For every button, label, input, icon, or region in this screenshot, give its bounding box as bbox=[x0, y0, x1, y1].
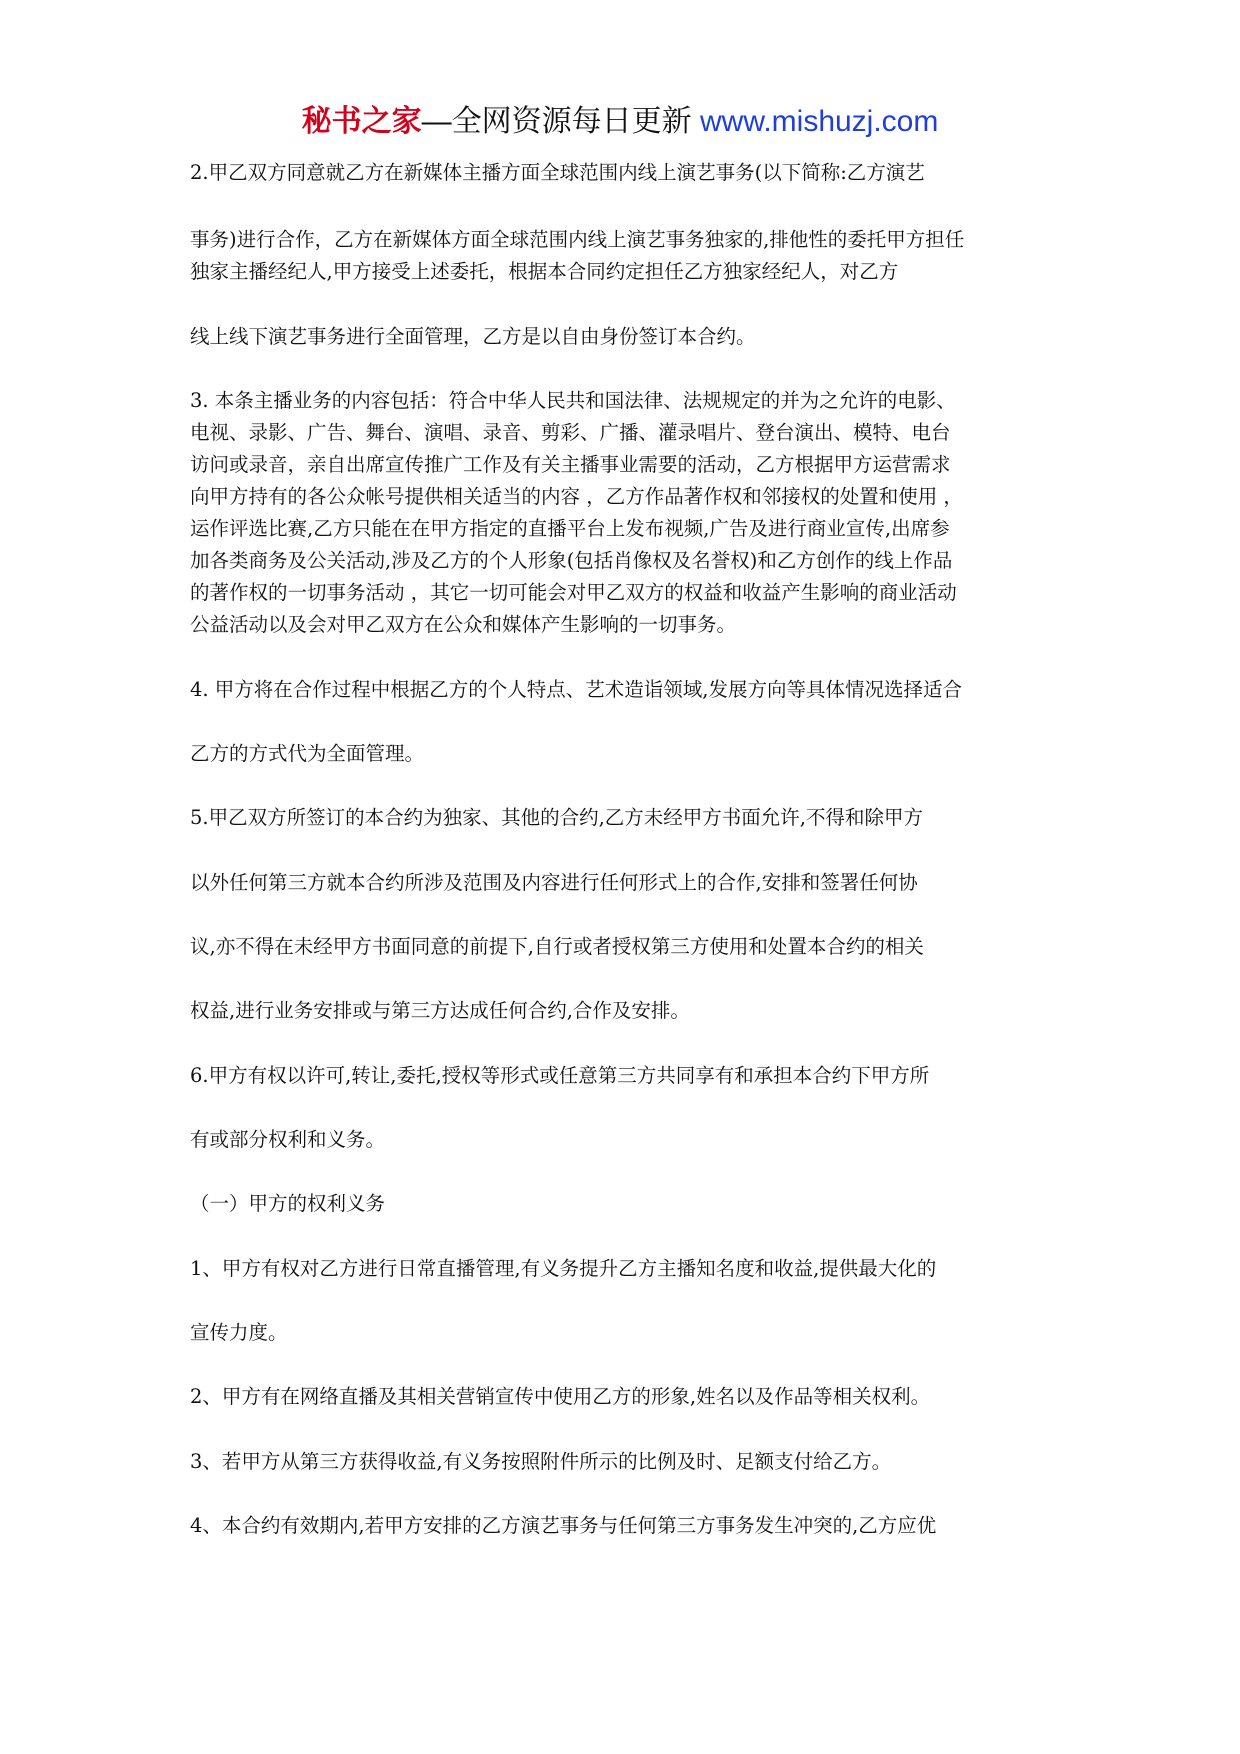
section-heading: （一）甲方的权利义务 bbox=[190, 1192, 386, 1215]
text-line: 访问或录音，亲自出席宣传推广工作及有关主播事业需要的活动，乙方根据甲方运营需求 bbox=[190, 453, 951, 476]
text-line: 运作评选比赛,乙方只能在在甲方指定的直播平台上发布视频,广告及进行商业宣传,出席参 bbox=[190, 517, 950, 540]
site-brand: 秘书之家 bbox=[301, 105, 422, 138]
site-header bbox=[0, 100, 1240, 144]
text-line: 宣传力度。 bbox=[190, 1321, 288, 1344]
text-line: 乙方的方式代为全面管理。 bbox=[190, 742, 425, 765]
text-line: 权益,进行业务安排或与第三方达成任何合约,合作及安排。 bbox=[190, 999, 690, 1022]
text-line: 3. 本条主播业务的内容包括：符合中华人民共和国法律、法规规定的并为之允许的电影、 bbox=[190, 389, 956, 412]
text-line: 线上线下演艺事务进行全面管理，乙方是以自由身份签订本合约。 bbox=[190, 325, 756, 348]
text-line: 2.甲乙双方同意就乙方在新媒体主播方面全球范围内线上演艺事务(以下简称:乙方演艺 bbox=[190, 161, 925, 184]
text-line: 电视、录影、广告、舞台、演唱、录音、剪彩、广播、灌录唱片、登台演出、模特、电台 bbox=[190, 421, 951, 444]
text-line: 事务)进行合作，乙方在新媒体方面全球范围内线上演艺事务独家的,排他性的委托甲方担任 bbox=[190, 228, 965, 251]
text-line: 5.甲乙双方所签订的本合约为独家、其他的合约,乙方未经甲方书面允许,不得和除甲方 bbox=[190, 806, 924, 829]
text-line: 独家主播经纪人,甲方接受上述委托，根据本合同约定担任乙方独家经纪人，对乙方 bbox=[190, 260, 899, 283]
site-url[interactable]: www.mishuzj.com bbox=[699, 105, 939, 138]
text-line: 以外任何第三方就本合约所涉及范围及内容进行任何形式上的合作,安排和签署任何协 bbox=[190, 871, 918, 894]
text-line: 4. 甲方将在合作过程中根据乙方的个人特点、艺术造诣领域,发展方向等具体情况选择适合 bbox=[190, 678, 963, 701]
text-line: 2、甲方有在网络直播及其相关营销宣传中使用乙方的形象,姓名以及作品等相关权利。 bbox=[190, 1385, 931, 1408]
text-line: 向甲方持有的各公众帐号提供相关适当的内容 ，乙方作品著作权和邻接权的处置和使用 ， bbox=[190, 485, 963, 508]
text-line: 4、本合约有效期内,若甲方安排的乙方演艺事务与任何第三方事务发生冲突的,乙方应优 bbox=[190, 1514, 937, 1537]
text-line: 有或部分权利和义务。 bbox=[190, 1128, 386, 1151]
text-line: 1、甲方有权对乙方进行日常直播管理,有义务提升乙方主播知名度和收益,提供最大化的 bbox=[190, 1257, 937, 1280]
text-line: 议,亦不得在未经甲方书面同意的前提下,自行或者授权第三方使用和处置本合约的相关 bbox=[190, 935, 924, 958]
text-line: 的著作权的一切事务活动 ，其它一切可能会对甲乙双方的权益和收益产生影响的商业活动 bbox=[190, 581, 957, 604]
text-line: 6.甲方有权以许可,转让,委托,授权等形式或任意第三方共同享有和承担本合约下甲方所 bbox=[190, 1064, 930, 1087]
site-slogan: —全网资源每日更新 bbox=[421, 105, 700, 138]
text-line: 公益活动以及会对甲乙双方在公众和媒体产生影响的一切事务。 bbox=[190, 613, 737, 636]
text-line: 加各类商务及公关活动,涉及乙方的个人形象(包括肖像权及名誉权)和乙方创作的线上作品 bbox=[190, 549, 953, 572]
text-line: 3、若甲方从第三方获得收益,有义务按照附件所示的比例及时、足额支付给乙方。 bbox=[190, 1450, 892, 1473]
